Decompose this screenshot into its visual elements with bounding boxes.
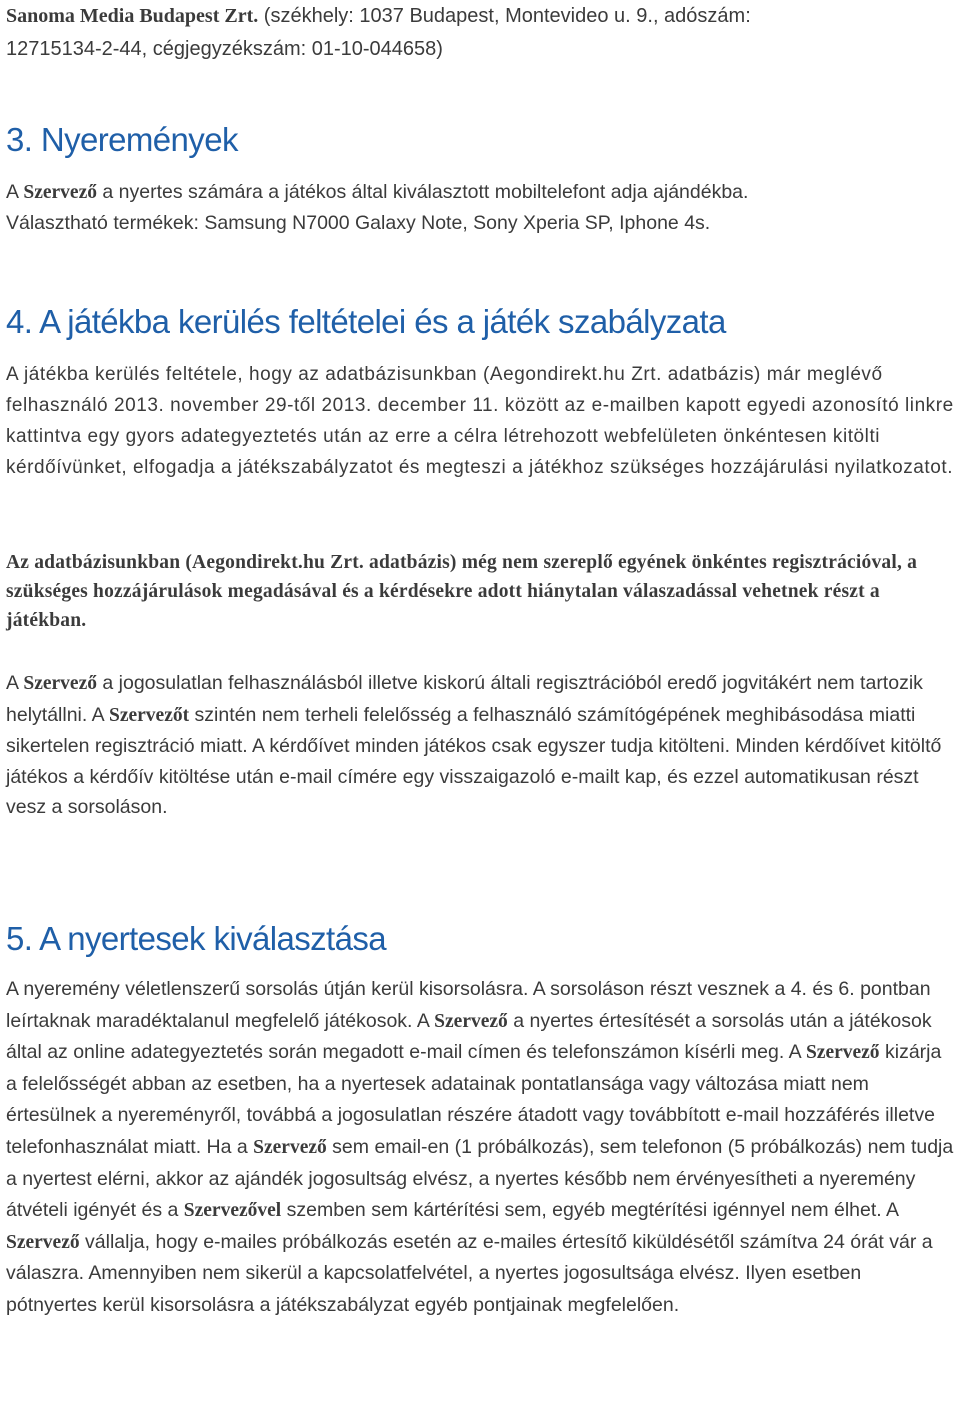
section4-new-registrants: Az adatbázisunkban (Aegondirekt.hu Zrt. adatbázis) még nem szereplő egyének önkéntes regisztrációval, a szükséges hozzájárulások megadásával és a kérdésekre adott hiánytalan válaszadással vehetnek részt a játékban. bbox=[6, 552, 918, 631]
organizer-term: Szervező bbox=[805, 1042, 880, 1064]
section4-p3-a: A bbox=[6, 672, 24, 694]
section5-t3: kizárja a felelősségét abban az esetben, ha a nyertesek adatainak pontatlansága vagy változása miatt nem értesülnek a nyereményről, továbbá a jogosulatlan részére átadott vagy továbbított e-mail hozzáférés illetve telefonhasználat miatt. Ha a bbox=[6, 1041, 942, 1158]
section3-products: Választható termékek: Samsung N7000 Galaxy Note, Sony Xperia SP, Iphone 4s. bbox=[6, 212, 711, 234]
organizer-term: Szervező bbox=[23, 182, 97, 203]
section3-p1-b: a nyertes számára a játékos által kiválasztott mobiltelefont adja ajándékba. bbox=[96, 181, 749, 203]
section4-p3-c: szintén nem terheli felelősség a felhasználó számítógépének meghibásodása miatti sikertelen regisztráció miatt. A kérdőívet minden játékos csak egyszer tudja kitölteni. Minden kérdőívet kitöltő játékos a kérdőív kitöltése után e-mail címére egy visszaigazoló e-mailt kap, és ezzel automatikusan részt vesz a sorsoláson. bbox=[6, 703, 942, 818]
section5-t6: vállalja, hogy e-mailes próbálkozás esetén az e-mailes értesítő kiküldésétől számítva 24 órát vár a válaszra. Amennyiben nem sikerül a kapcsolatfelvétel, a nyertes jogosultsága elvész. Ilyen esetben pótnyertes kerül kisorsolásra a játékszabályzat egyéb pontjainak megfelelően. bbox=[6, 1230, 933, 1316]
section4-title: 4. A játékba kerülés feltételei és a játék szabályzata bbox=[6, 303, 726, 340]
section4-p3-b: a jogosulatlan felhasználásból illetve kiskorú általi regisztrációból eredő jogvitákért nem tartozik helytállni. A bbox=[6, 672, 923, 726]
section4-liability bbox=[6, 668, 956, 823]
section3-title: 3. Nyeremények bbox=[6, 121, 238, 158]
organizer-term: Szervező bbox=[434, 1010, 508, 1032]
section5-title: 5. A nyertesek kiválasztása bbox=[6, 920, 387, 957]
organizer-term: Szervező bbox=[23, 673, 97, 694]
organizer-term: Szervező bbox=[253, 1136, 327, 1158]
section5-t4: sem email-en (1 próbálkozás), sem telefonon (5 próbálkozás) nem tudja a nyertest elérni, akkor az ajándék jogosultság elvész, a nyertes később nem érvényesítheti a nyeremény átvételi igényét és a bbox=[6, 1135, 954, 1222]
company-name: Sanoma Media Budapest Zrt. bbox=[6, 5, 259, 27]
company-address-line1: (székhely: 1037 Budapest, Montevideo u. 9., adószám: bbox=[258, 5, 751, 27]
section5-winner-selection bbox=[6, 974, 956, 1322]
organizer-term: Szervezőt bbox=[108, 704, 190, 726]
section3-prizes-text bbox=[6, 177, 956, 239]
section4-entry-conditions: A játékba kerülés feltétele, hogy az adatbázisunkban (Aegondirekt.hu Zrt. adatbázis) már meglévő felhasználó 2013. november 29-től 2013. december 11. között az e-mailben kapott egyedi azonosító linkre kattintva egy gyors adategyeztetés után az erre a célra létrehozott webfelületen önkéntesen kitölti kérdőívünket, elfogadja a játékszabályzatot és megteszi a játékhoz szükséges hozzájárulási nyilatkozatot. bbox=[6, 364, 954, 478]
section3-p1-a: A bbox=[6, 181, 24, 203]
company-address-line2: 12715134-2-44, cégjegyzékszám: 01-10-044658) bbox=[6, 38, 443, 60]
section5-t5: szemben sem kártérítési sem, egyéb megtérítési igénnyel nem élhet. A bbox=[281, 1199, 898, 1222]
section5-t2: a nyertes értesítését a sorsolás után a játékosok által az online adategyeztetés során megadott e-mail címen és telefonszámon kísérli meg. A bbox=[6, 1009, 932, 1064]
company-header bbox=[6, 0, 956, 66]
section5-t1: A nyeremény véletlenszerű sorsolás útján kerül kisorsolásra. A sorsoláson részt vesznek a 4. és 6. pontban leírtaknak maradéktalanul megfelelő játékosok. A bbox=[6, 978, 931, 1032]
organizer-term: Szervezővel bbox=[183, 1200, 282, 1222]
organizer-term: Szervező bbox=[6, 1231, 80, 1253]
